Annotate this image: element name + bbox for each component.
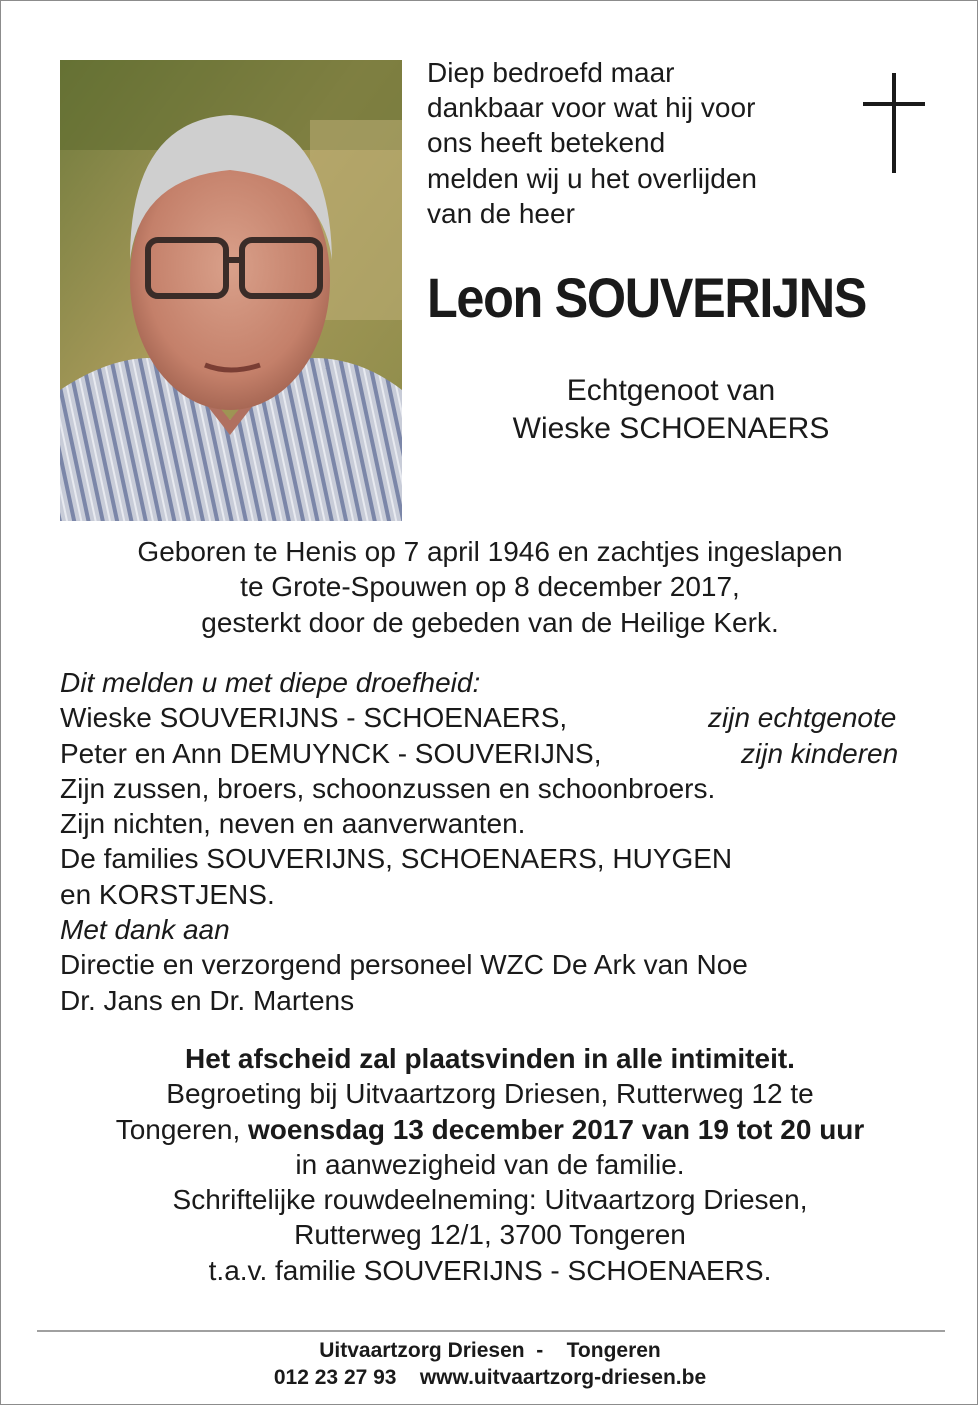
- family-relation: zijn kinderen: [741, 737, 899, 769]
- ceremony-line-date: [21, 1112, 959, 1147]
- intro-line: Diep bedroefd maar: [427, 57, 675, 88]
- footer-company-row: [21, 1337, 959, 1364]
- portrait-photo: [60, 60, 402, 521]
- thanks-intro: Met dank aan: [60, 914, 230, 946]
- thanks-line: Directie en verzorgend personeel WZC De Ark van Noe: [60, 949, 748, 981]
- footer-separator: -: [536, 1339, 544, 1362]
- family-cousins: Zijn nichten, neven en aanverwanten.: [60, 808, 526, 840]
- ceremony-date: woensdag 13 december 2017 van 19 tot 20 uur: [248, 1113, 865, 1145]
- cross-icon: [863, 73, 925, 173]
- birth-death-details: [21, 534, 959, 640]
- thanks-line: Dr. Jans en Dr. Martens: [60, 984, 355, 1016]
- spouse-label: Echtgenoot van: [566, 374, 776, 407]
- ceremony-line: in aanwezigheid van de familie.: [295, 1148, 685, 1180]
- footer-divider: [37, 1330, 945, 1332]
- ceremony-line: Schriftelijke rouwdeelneming: Uitvaartzorg Driesen,: [172, 1184, 808, 1216]
- deceased-name: Leon SOUVERIJNS: [427, 266, 867, 329]
- birth-line: Geboren te Henis op 7 april 1946 en zachtjes ingeslapen: [137, 536, 843, 567]
- family-families: De families SOUVERIJNS, SCHOENAERS, HUYGEN: [60, 843, 733, 875]
- footer-phone: 012 23 27 93: [273, 1366, 397, 1389]
- intro-line: ons heeft betekend: [427, 127, 666, 159]
- family-families-cont: en KORSTJENS.: [60, 878, 275, 910]
- ceremony-line: Rutterweg 12/1, 3700 Tongeren: [294, 1219, 686, 1251]
- intro-line: melden wij u het overlijden: [427, 162, 757, 194]
- ceremony-headline: Het afscheid zal plaatsvinden in alle intimiteit.: [185, 1043, 795, 1074]
- ceremony-line: Begroeting bij Uitvaartzorg Driesen, Rutterweg 12 te: [166, 1078, 814, 1110]
- family-siblings: Zijn zussen, broers, schoonzussen en schoonbroers.: [60, 772, 716, 804]
- family-list: [60, 665, 930, 1018]
- intro-line: dankbaar voor wat hij voor: [427, 92, 756, 124]
- announcement-intro: [427, 55, 847, 231]
- family-row-children: [60, 736, 930, 771]
- spouse-block: [441, 372, 901, 448]
- birth-line: te Grote-Spouwen op 8 december 2017,: [240, 571, 740, 603]
- footer-company: Uitvaartzorg Driesen: [319, 1339, 525, 1362]
- family-intro: Dit melden u met diepe droefheid:: [60, 667, 481, 698]
- family-row-spouse: [60, 700, 930, 735]
- footer-website[interactable]: www.uitvaartzorg-driesen.be: [419, 1366, 707, 1389]
- intro-line: van de heer: [427, 197, 575, 229]
- birth-line: gesterkt door de gebeden van de Heilige Kerk.: [201, 606, 779, 638]
- ceremony-details: [21, 1041, 959, 1288]
- family-member-name: Wieske SOUVERIJNS - SCHOENAERS,: [60, 702, 568, 734]
- ceremony-line-prefix: Tongeren,: [115, 1113, 249, 1145]
- spouse-name: Wieske SCHOENAERS: [512, 412, 830, 445]
- family-relation: zijn echtgenote: [708, 702, 897, 734]
- ceremony-line: t.a.v. familie SOUVERIJNS - SCHOENAERS.: [208, 1254, 772, 1286]
- footer: [21, 1337, 959, 1391]
- footer-city: Tongeren: [566, 1339, 661, 1362]
- family-member-name: Peter en Ann DEMUYNCK - SOUVERIJNS,: [60, 737, 602, 769]
- footer-contact-row: [21, 1364, 959, 1391]
